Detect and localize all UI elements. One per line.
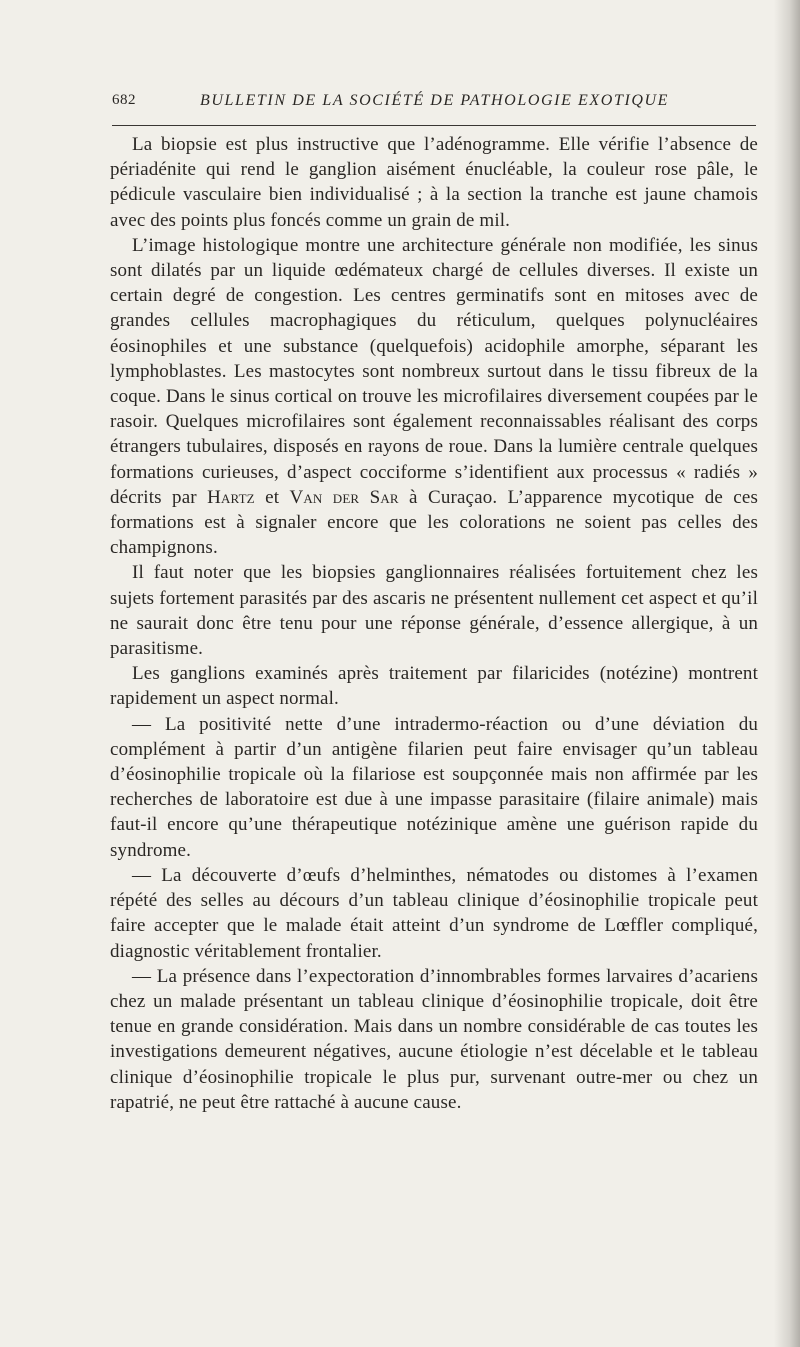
running-title: BULLETIN DE LA SOCIÉTÉ DE PATHOLOGIE EXOTIQUE <box>200 92 670 109</box>
paragraph-treatment: Les ganglions examinés après traitement par filaricides (notézine) montrent rapidement un aspect normal. <box>110 663 758 710</box>
article-body <box>110 132 758 1115</box>
paragraph-histology <box>110 233 758 561</box>
paragraph-ascaris: Il faut noter que les biopsies ganglionnaires réalisées fortuitement chez les sujets fortement parasités par des ascaris ne présentent nullement cet aspect et qu’il ne saurait donc être tenu pour une réponse générale, d’essence allergique, à un parasitisme. <box>110 562 758 660</box>
author-name: Hartz <box>207 486 255 508</box>
paragraph-intradermo: — La positivité nette d’une intradermo-réaction ou d’une déviation du complément à partir d’un antigène filarien peut faire envisager qu’un tableau d’éosinophilie tropicale où la filariose est soupçonnée mais non affirmée par les recherches de laboratoire est due à une impasse parasitaire (filaire animale) mais faut-il encore qu’une thérapeutique notézinique amène une guérison rapide du syndrome. <box>110 713 758 861</box>
histology-text: L’image histologique montre une architecture générale non modifiée, les sinus sont dilatés par un liquide œdémateux chargé de cellules diverses. Il existe un certain degré de congestion. Les centres germinatifs sont en mitoses avec de grandes cellules macrophagiques du réticulum, quelques polynucléaires éosinophiles et une substance (quelquefois) acidophile amorphe, séparant les lymphoblastes. Les mastocytes sont nombreux surtout dans le tissu fibreux de la coque. Dans le sinus cortical on trouve les microfilaires diversement coupées par le rasoir. Quelques microfilaires sont également reconnaissables réalisant des corps étrangers tubulaires, disposés en rayons de roue. Dans la lumière centrale quelques formations curieuses, d’aspect cocciforme s’identifient aux processus « radiés » décrits par <box>110 234 758 508</box>
author-name: Van der Sar <box>289 486 399 508</box>
conjunction: et <box>254 486 290 508</box>
page-header <box>112 88 752 118</box>
paragraph-biopsy: La biopsie est plus instructive que l’adénogramme. Elle vérifie l’absence de périadénite qui rend le ganglion aisément énucléable, la couleur rose pâle, le pédicule vasculaire bien individualisé ; à la section la tranche est jaune chamois avec des points plus foncés comme un grain de mil. <box>110 134 758 231</box>
header-rule <box>112 125 756 126</box>
histology-text-end: à Curaçao. L’apparence mycotique de ces formations est à signaler encore que les colorations ne soient pas celles des champignons. <box>110 486 759 559</box>
page-number: 682 <box>112 92 136 108</box>
page-edge-shadow <box>774 0 800 1347</box>
paragraph-expectoration: — La présence dans l’expectoration d’innombrables formes larvaires d’acariens chez un malade présentant un tableau clinique d’éosinophilie tropicale, doit être tenue en grande considération. Mais dans un nombre considérable de cas toutes les investigations demeurent négatives, aucune étiologie n’est décelable et le tableau clinique d’éosinophilie tropicale le plus pur, survenant outre-mer ou chez un rapatrié, ne peut être rattaché à aucune cause. <box>110 965 758 1113</box>
paragraph-helminth-eggs: — La découverte d’œufs d’helminthes, nématodes ou distomes à l’examen répété des selles au décours d’un tableau clinique d’éosinophilie tropicale peut faire accepter que le malade était atteint d’un syndrome de Lœffler compliqué, diagnostic véritablement frontalier. <box>110 864 758 962</box>
